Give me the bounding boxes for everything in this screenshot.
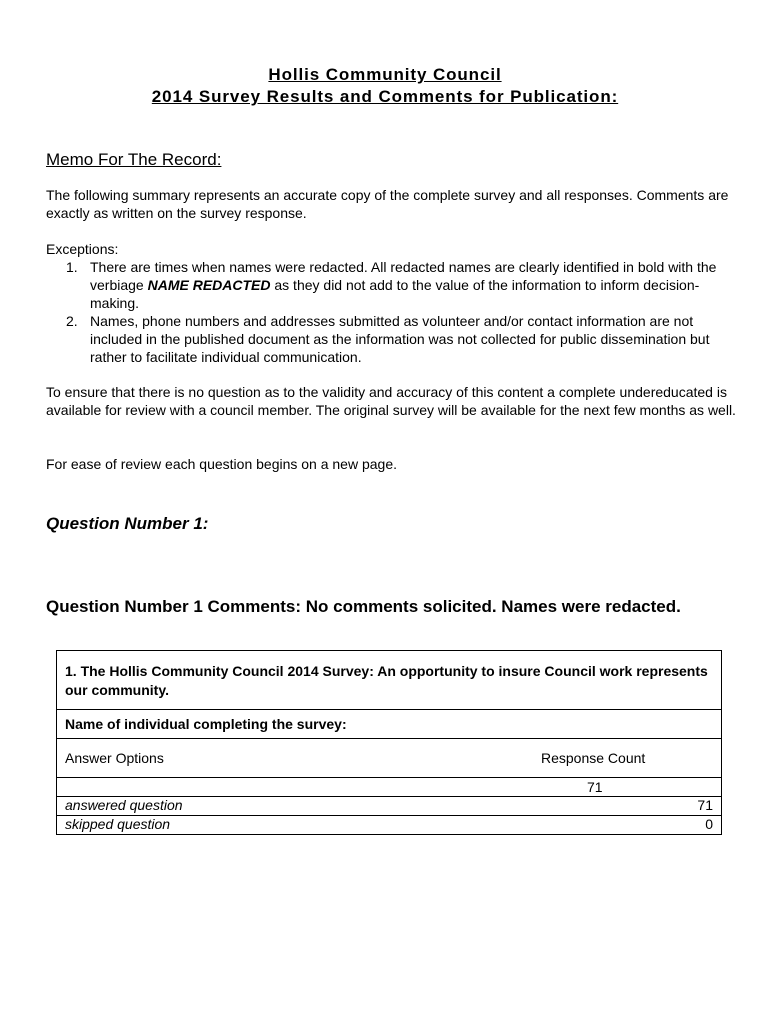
summary-paragraph: The following summary represents an accurate copy of the complete survey and all responses. Comments are exactly as written on the survey response. <box>46 187 729 221</box>
title-line-1: Hollis Community Council <box>268 65 502 84</box>
redacted-emphasis: NAME REDACTED <box>147 277 271 293</box>
memo-heading: Memo For The Record: <box>46 150 222 169</box>
exception-text-before: There are times when names were redacted. All redacted names are clearly identified in bold with the verbiage <box>90 259 717 293</box>
response-count-value: 71 <box>587 779 603 795</box>
exceptions-label: Exceptions: <box>46 241 119 257</box>
question-heading: Question Number 1: <box>46 514 209 533</box>
answered-question-label: answered question <box>65 797 183 813</box>
exceptions-section <box>46 240 736 366</box>
exception-text: Names, phone numbers and addresses submitted as volunteer and/or contact information are not included in the published document as the information was not collected for public dissemination but rather to facilitate individual communication. <box>90 313 710 365</box>
answered-question-value: 71 <box>697 797 713 813</box>
question-comments-heading: Question Number 1 Comments: No comments solicited. Names were redacted. <box>46 597 681 616</box>
skipped-question-value: 0 <box>705 816 713 832</box>
list-item <box>66 258 736 312</box>
ease-paragraph: For ease of review each question begins on a new page. <box>46 456 398 472</box>
skipped-question-label: skipped question <box>65 816 171 832</box>
response-count-header: Response Count <box>541 750 646 766</box>
survey-results-table <box>56 650 722 835</box>
response-count-row <box>57 778 721 797</box>
list-item <box>66 312 736 366</box>
exception-text-after: as they did not add to the value of the information to inform decision-making. <box>90 277 700 311</box>
answer-options-header: Answer Options <box>65 750 164 766</box>
answered-question-row <box>57 797 721 816</box>
list-item-number: 2. <box>66 313 78 329</box>
survey-question-text: 1. The Hollis Community Council 2014 Survey: An opportunity to insure Council work represents our community. <box>57 651 721 710</box>
survey-subheading: Name of individual completing the survey: <box>57 710 721 739</box>
column-header-row <box>57 739 721 778</box>
title-line-2: 2014 Survey Results and Comments for Publication: <box>151 87 619 106</box>
document-title <box>0 64 770 108</box>
list-item-number: 1. <box>66 259 78 275</box>
validity-paragraph: To ensure that there is no question as to the validity and accuracy of this content a complete undereducated is available for review with a council member. The original survey will be available for the next few months as well. <box>46 384 736 418</box>
exceptions-list <box>46 258 736 366</box>
skipped-question-row <box>57 816 721 834</box>
